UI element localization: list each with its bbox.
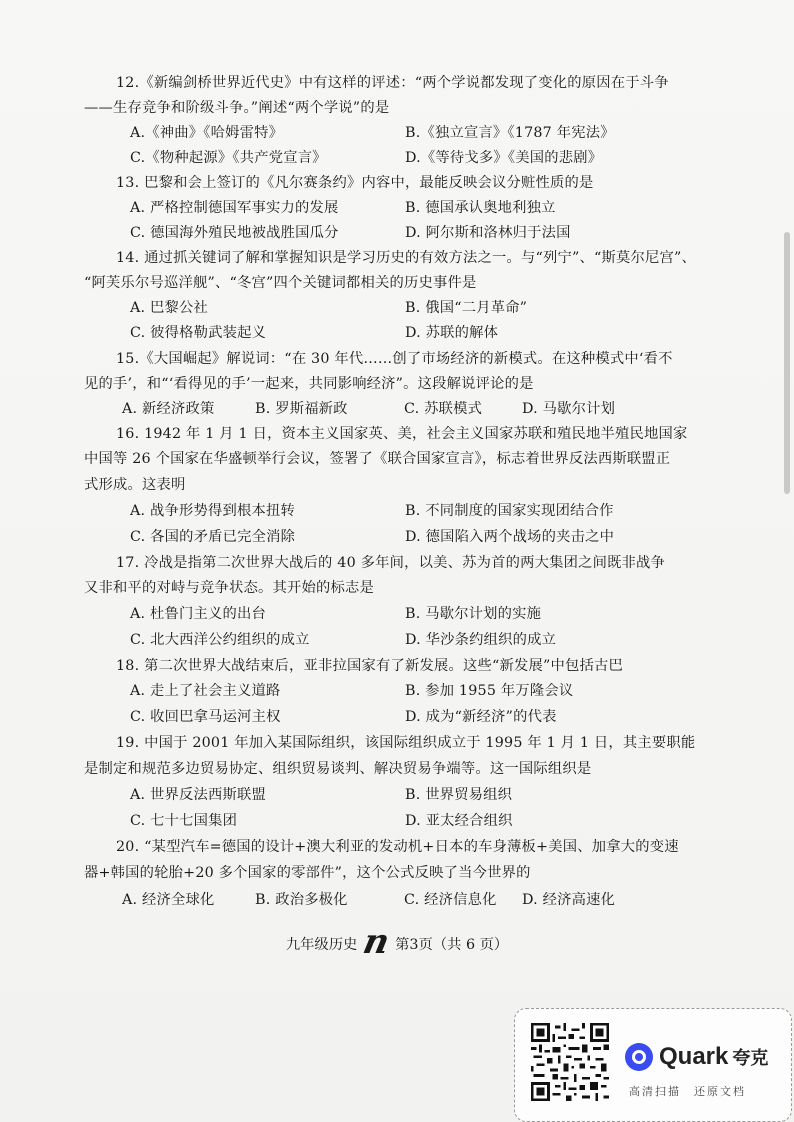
q17-stem-line1: 17. 冷战是指第二次世界大战后的 40 多年间，以美、苏为首的两大集团之间既非战争 bbox=[116, 555, 666, 571]
q13-option-c: C. 德国海外殖民地被战胜国瓜分 bbox=[130, 225, 339, 241]
q15-option-d: D. 马歇尔计划 bbox=[522, 401, 616, 417]
quark-brand-cn: 夸克 bbox=[732, 1048, 769, 1069]
qr-code-icon bbox=[531, 1023, 609, 1101]
quark-logo-icon bbox=[625, 1043, 653, 1071]
q13-option-b: B. 德国承认奥地利独立 bbox=[405, 200, 556, 216]
q17-option-b: B. 马歇尔计划的实施 bbox=[405, 606, 542, 622]
q17-option-a: A. 杜鲁门主义的出台 bbox=[130, 606, 266, 622]
q14-option-b: B. 俄国“二月革命” bbox=[405, 300, 528, 316]
quark-logo bbox=[625, 1039, 768, 1075]
q16-option-d: D. 德国陷入两个战场的夹击之中 bbox=[405, 529, 615, 545]
q16-stem-line1: 16. 1942 年 1 月 1 日，资本主义国家英、美，社会主义国家苏联和殖民地半殖民地国家 bbox=[116, 426, 688, 442]
page-footer bbox=[0, 922, 794, 962]
q20-option-d: D. 经济高速化 bbox=[522, 892, 616, 908]
footer-page-number: 第3页（共 6 页） bbox=[395, 937, 509, 953]
scrollbar[interactable] bbox=[784, 232, 790, 494]
q15-stem-line2: 见的手’，和“‘看得见的手’一起来，共同影响经济”。这段解说评论的是 bbox=[84, 376, 534, 392]
q16-option-b: B. 不同制度的国家实现团结合作 bbox=[405, 503, 614, 519]
quark-brand: Quark bbox=[659, 1043, 729, 1070]
q16-option-a: A. 战争形势得到根本扭转 bbox=[130, 503, 295, 519]
q19-option-c: C. 七十七国集团 bbox=[130, 813, 238, 829]
q20-stem-line2: 器+韩国的轮胎+20 多个国家的零部件”，这个公式反映了当今世界的 bbox=[84, 865, 531, 881]
q17-option-c: C. 北大西洋公约组织的成立 bbox=[130, 632, 310, 648]
q12-option-a: A.《神曲》《哈姆雷特》 bbox=[130, 125, 284, 141]
handwritten-mark: n bbox=[359, 922, 393, 962]
q19-option-b: B. 世界贸易组织 bbox=[405, 787, 513, 803]
q16-stem-line3: 式形成。这表明 bbox=[84, 477, 186, 493]
q20-option-b: B. 政治多极化 bbox=[255, 892, 348, 908]
q19-option-d: D. 亚太经合组织 bbox=[405, 813, 513, 829]
q12-option-c: C.《物种起源》《共产党宣言》 bbox=[130, 150, 327, 166]
q13-stem-line1: 13. 巴黎和会上签订的《凡尔赛条约》内容中，最能反映会议分赃性质的是 bbox=[116, 175, 594, 191]
quark-scan-badge[interactable] bbox=[514, 1008, 792, 1122]
q18-option-a: A. 走上了社会主义道路 bbox=[130, 683, 281, 699]
q20-option-a: A. 经济全球化 bbox=[122, 892, 215, 908]
q14-option-d: D. 苏联的解体 bbox=[405, 325, 499, 341]
q18-option-d: D. 成为“新经济”的代表 bbox=[405, 709, 557, 725]
q20-stem-line1: 20. “某型汽车=德国的设计+澳大利亚的发动机+日本的车身薄板+美国、加拿大的变速 bbox=[116, 839, 679, 855]
q13-option-d: D. 阿尔斯和洛林归于法国 bbox=[405, 225, 571, 241]
q16-stem-line2: 中国等 26 个国家在华盛顿举行会议，签署了《联合国家宣言》，标志着世界反法西斯联盟正 bbox=[84, 451, 671, 467]
q14-option-c: C. 彼得格勒武装起义 bbox=[130, 325, 267, 341]
q19-stem-line1: 19. 中国于 2001 年加入某国际组织，该国际组织成立于 1995 年 1 月 1 日，其主要职能 bbox=[116, 735, 696, 751]
q18-option-b: B. 参加 1955 年万隆会议 bbox=[405, 683, 574, 699]
q13-option-a: A. 严格控制德国军事实力的发展 bbox=[130, 200, 339, 216]
q15-option-b: B. 罗斯福新政 bbox=[255, 401, 348, 417]
q18-option-c: C. 收回巴拿马运河主权 bbox=[130, 709, 281, 725]
q17-option-d: D. 华沙条约组织的成立 bbox=[405, 632, 557, 648]
q15-stem-line1: 15.《大国崛起》解说词：“在 30 年代……创了市场经济的新模式。在这种模式中‘看不 bbox=[116, 351, 673, 367]
quark-tagline: 高清扫描 还原文档 bbox=[629, 1085, 746, 1098]
q15-option-c: C. 苏联模式 bbox=[404, 401, 483, 417]
q12-option-b: B.《独立宣言》《1787 年宪法》 bbox=[405, 125, 615, 141]
q12-stem-line1: 12.《新编剑桥世界近代史》中有这样的评述：“两个学说都发现了变化的原因在于斗争 bbox=[116, 75, 669, 91]
q16-option-c: C. 各国的矛盾已完全消除 bbox=[130, 529, 296, 545]
q17-stem-line2: 又非和平的对峙与竞争状态。其开始的标志是 bbox=[84, 580, 374, 596]
q18-stem-line1: 18. 第二次世界大战结束后，亚非拉国家有了新发展。这些“新发展”中包括古巴 bbox=[116, 658, 623, 674]
q20-option-c: C. 经济信息化 bbox=[404, 892, 497, 908]
q12-stem-line2: ——生存竞争和阶级斗争。”阐述“两个学说”的是 bbox=[84, 100, 390, 116]
q15-option-a: A. 新经济政策 bbox=[122, 401, 215, 417]
q19-stem-line2: 是制定和规范多边贸易协定、组织贸易谈判、解决贸易争端等。这一国际组织是 bbox=[84, 761, 592, 777]
q19-option-a: A. 世界反法西斯联盟 bbox=[130, 787, 266, 803]
q14-option-a: A. 巴黎公社 bbox=[130, 300, 209, 316]
q14-stem-line1: 14. 通过抓关键词了解和掌握知识是学习历史的有效方法之一。与“列宁”、“斯莫尔尼宫”、 bbox=[116, 250, 697, 266]
footer-subject: 九年级历史 bbox=[285, 937, 358, 953]
q14-stem-line2: “阿芙乐尔号巡洋舰”、“冬宫”四个关键词都相关的历史事件是 bbox=[84, 275, 477, 291]
q12-option-d: D.《等待戈多》《美国的悲剧》 bbox=[405, 150, 603, 166]
